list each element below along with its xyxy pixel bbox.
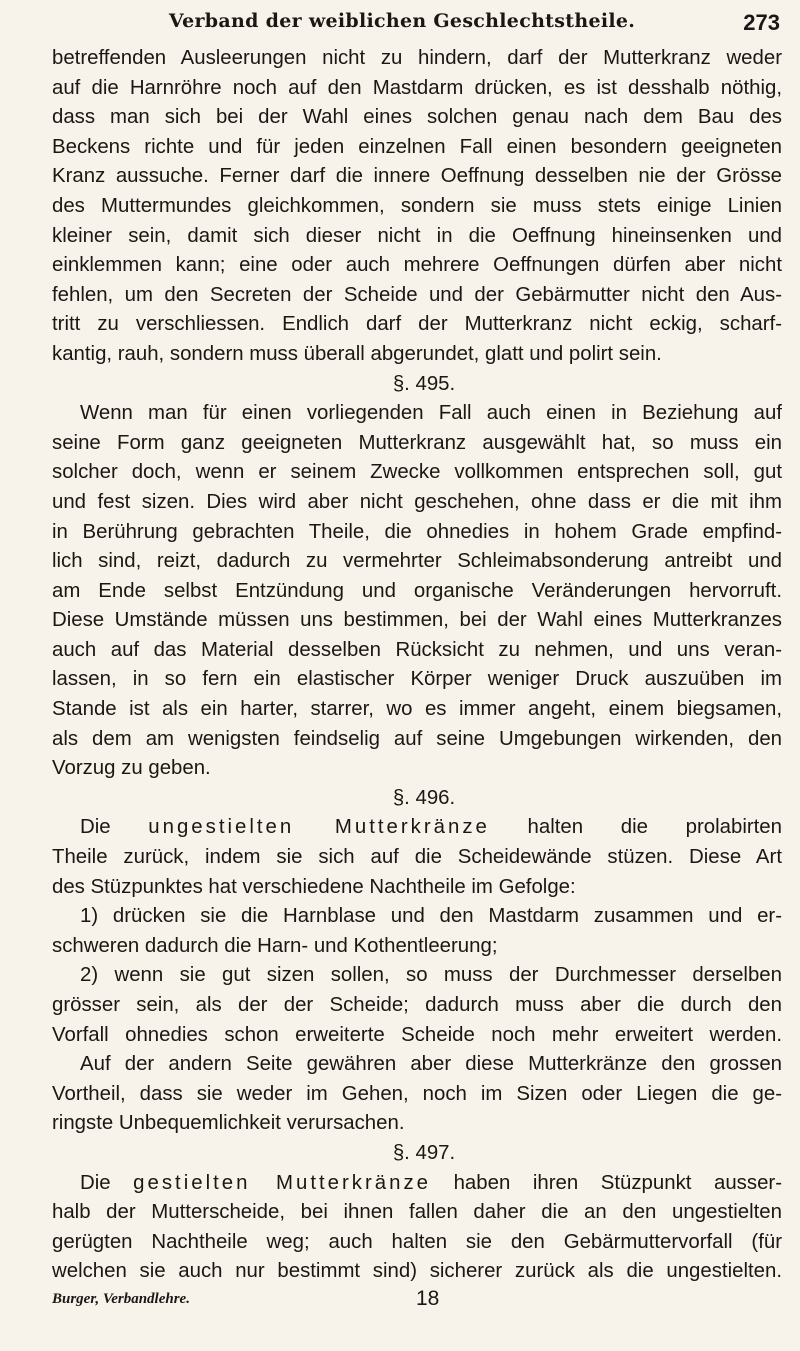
footer-author: Burger, Verbandlehre. bbox=[52, 1290, 190, 1307]
text-line: Vorfall ohnedies schon erweiterte Scheide noch mehr erweitert werden. bbox=[52, 1023, 782, 1046]
spaced-emphasis: gestielten Mutterkränze bbox=[133, 1171, 432, 1194]
text-line: auf die Harnröhre noch auf den Mastdarm drücken, es ist desshalb nöthig, bbox=[52, 76, 782, 99]
text-line: betreffenden Ausleerungen nicht zu hindern, darf der Mutterkranz weder bbox=[52, 47, 782, 69]
text-line: Stande ist als ein harter, starrer, wo es immer angeht, einem biegsamen, bbox=[52, 698, 782, 721]
text-line: Wenn man für einen vorliegenden Fall auch einen in Beziehung auf bbox=[80, 402, 782, 425]
text-line: als dem am wenigsten feindselig auf seine Umgebungen wirkenden, den bbox=[52, 727, 782, 750]
running-head-title: Verband der weiblichen Geschlechtstheile. bbox=[168, 10, 636, 32]
text-line: Auf der andern Seite gewähren aber diese Mutterkränze den grossen bbox=[80, 1053, 782, 1076]
text-line: lassen, in so fern ein elastischer Körper weniger Druck auszuüben im bbox=[52, 668, 782, 691]
text-line: in Berührung gebrachten Theile, die ohnedies in hohem Grade empfind- bbox=[52, 520, 782, 543]
page-number: 273 bbox=[743, 10, 780, 35]
text-line: lich sind, reizt, dadurch zu vermehrter Schleimabsonderung antreibt und bbox=[52, 550, 782, 573]
signature-mark: 18 bbox=[416, 1286, 440, 1310]
page-footer bbox=[52, 1287, 782, 1317]
text-line: ringste Unbequemlichkeit verursachen. bbox=[52, 1112, 405, 1135]
list-item-2: 2) wenn sie gut sizen sollen, so muss der Durchmesser derselben bbox=[80, 964, 782, 987]
text-line: des Stüzpunktes hat verschiedene Nachtheile im Gefolge: bbox=[52, 875, 576, 898]
text-line: des Muttermundes gleichkommen, sondern sie muss stets einige Linien bbox=[52, 194, 782, 217]
list-item-1: 1) drücken sie die Harnblase und den Mastdarm zusammen und er- bbox=[80, 905, 782, 928]
text-line: Theile zurück, indem sie sich auf die Scheidewände stüzen. Diese Art bbox=[52, 846, 782, 869]
text-line: kantig, rauh, sondern muss überall abgerundet, glatt und polirt sein. bbox=[52, 342, 662, 365]
text-line: Vortheil, dass sie weder im Gehen, noch im Sizen oder Liegen die ge- bbox=[52, 1082, 782, 1105]
text-line: seine Form ganz geeigneten Mutterkranz ausgewählt hat, so muss ein bbox=[52, 431, 782, 454]
text-line: Kranz aussuche. Ferner darf die innere Oeffnung desselben nie der Grösse bbox=[52, 165, 782, 188]
text-line: tritt zu verschliessen. Endlich darf der Mutterkranz nicht eckig, scharf- bbox=[52, 313, 782, 336]
spaced-emphasis: ungestielten Mutterkränze bbox=[148, 816, 490, 839]
section-heading-496: §. 496. bbox=[392, 786, 456, 809]
section-heading-495: §. 495. bbox=[392, 372, 456, 395]
text-line: Vorzug zu geben. bbox=[52, 757, 211, 780]
running-head bbox=[52, 10, 782, 44]
text-line: Diese Umstände müssen uns bestimmen, bei der Wahl eines Mutterkranzes bbox=[52, 609, 782, 632]
text-line: fehlen, um den Secreten der Scheide und der Gebärmutter nicht den Aus- bbox=[52, 283, 782, 306]
book-page bbox=[52, 10, 782, 1317]
text-line-spaced-ungestielten: Die ungestielten Mutterkränze halten die prolabirten bbox=[80, 816, 782, 839]
text-line: kleiner sein, damit sich dieser nicht in die Oeffnung hineinsenken und bbox=[52, 224, 782, 247]
text-line: auch auf das Material desselben Rücksicht zu nehmen, und uns veran- bbox=[52, 638, 782, 661]
text-line: dass man sich bei der Wahl eines solchen genau nach dem Bau des bbox=[52, 106, 782, 129]
text-line: und fest sizen. Dies wird aber nicht geschehen, ohne dass er die mit ihm bbox=[52, 490, 782, 513]
section-heading-497: §. 497. bbox=[392, 1141, 456, 1164]
text-line: Beckens richte und für jeden einzelnen Fall einen besondern geeigneten bbox=[52, 135, 782, 158]
text-line: am Ende selbst Entzündung und organische Veränderungen hervorruft. bbox=[52, 579, 782, 602]
body-text bbox=[52, 44, 782, 1287]
text-line: einklemmen kann; eine oder auch mehrere Oeffnungen dürfen aber nicht bbox=[52, 254, 782, 277]
text-line: halb der Mutterscheide, bei ihnen fallen daher die an den ungestielten bbox=[52, 1201, 782, 1224]
text-line: schweren dadurch die Harn- und Kothentleerung; bbox=[52, 934, 498, 957]
text-line: grösser sein, als der der Scheide; dadurch muss aber die durch den bbox=[52, 994, 782, 1016]
text-line-spaced-gestielten: Die gestielten Mutterkränze haben ihren Stüzpunkt ausser- bbox=[80, 1171, 782, 1194]
text-line: welchen sie auch nur bestimmt sind) sicherer zurück als die ungestielten. bbox=[52, 1260, 782, 1283]
text-line: solcher doch, wenn er seinem Zwecke vollkommen entsprechen soll, gut bbox=[52, 461, 782, 484]
text-line: gerügten Nachtheile weg; auch halten sie den Gebärmuttervorfall (für bbox=[52, 1230, 782, 1253]
